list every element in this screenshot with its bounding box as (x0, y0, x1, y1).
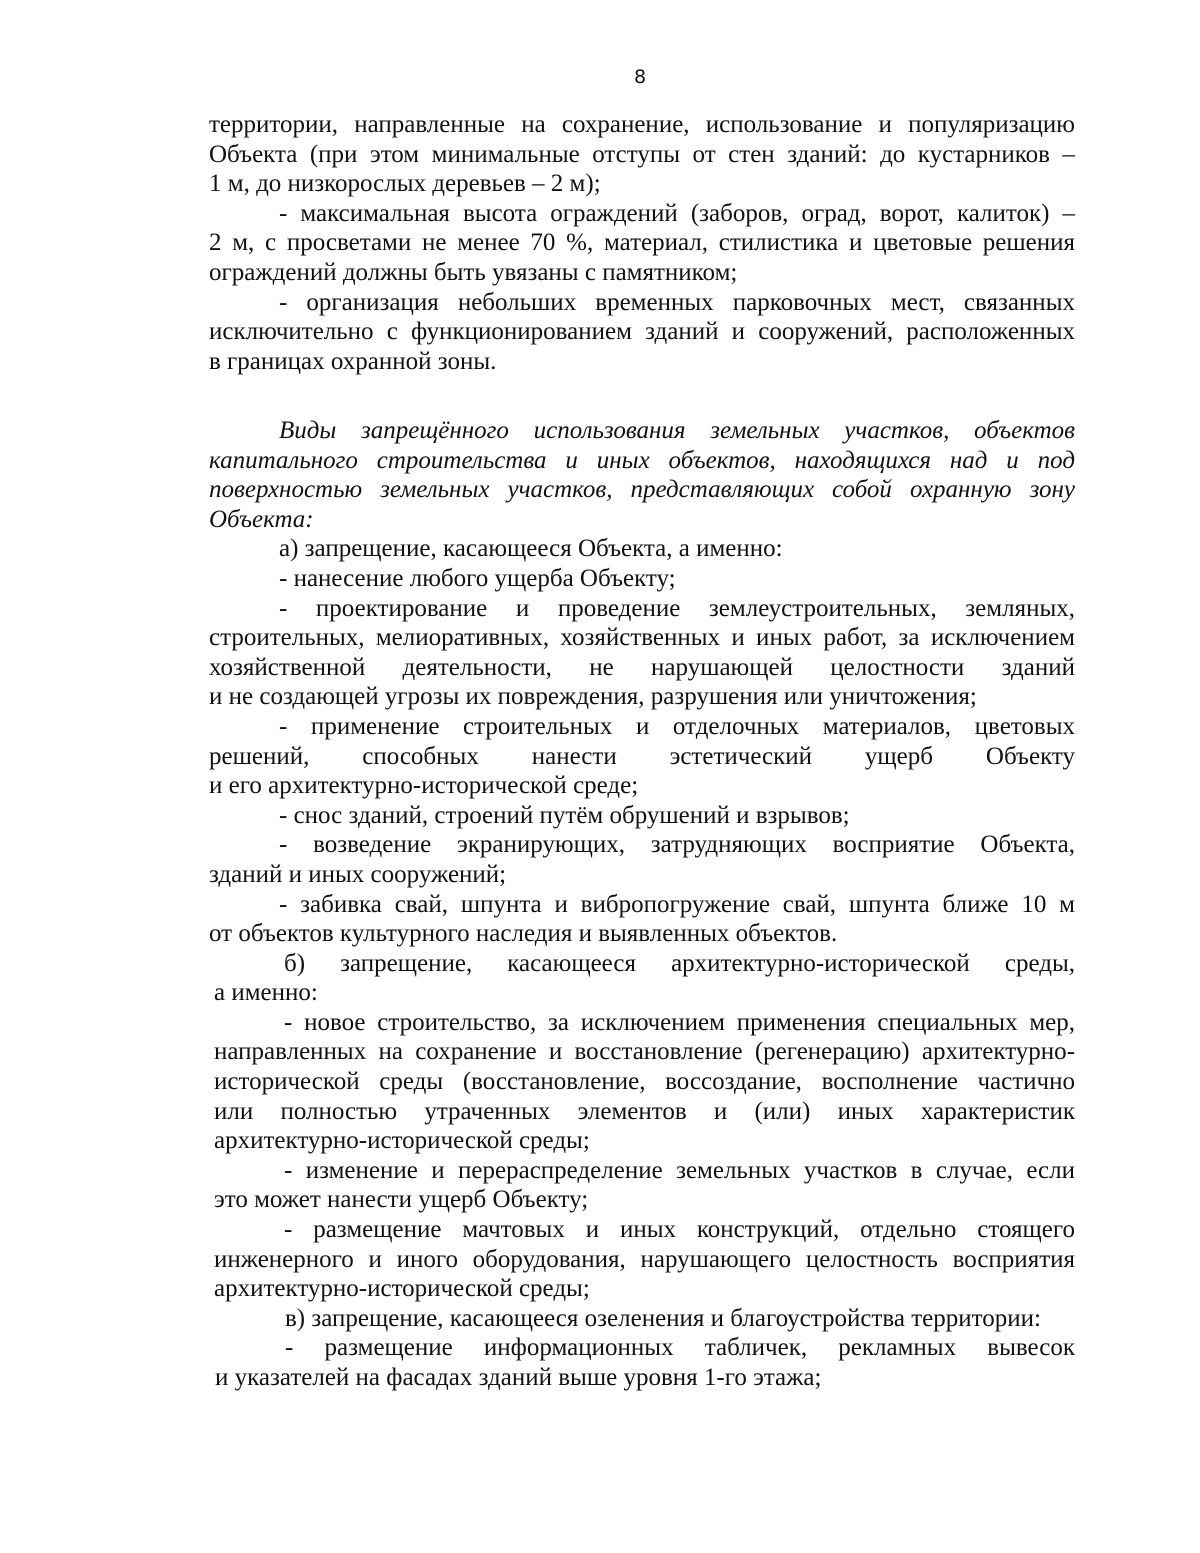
text-line: б) запрещение, касающееся архитектурно-исторической среды, (284, 949, 1075, 977)
text-line: а именно: (214, 979, 318, 1007)
text-line: территории, направленные на сохранение, использование и популяризацию (209, 111, 1075, 138)
text-line: - применение строительных и отделочных материалов, цветовых (279, 712, 1075, 740)
text-line: хозяйственной деятельности, не нарушающей целостности зданий (209, 653, 1075, 681)
item-no-damage (209, 564, 1075, 594)
text-line: инженерного и иного оборудования, нарушающего целостность восприятия (214, 1245, 1075, 1273)
text-line: или полностью утраченных элементов и (или) иных характеристик (214, 1097, 1075, 1125)
heading-line: Виды запрещённого использования земельных участков, объектов (279, 417, 1075, 444)
text-line: Объекта (при этом минимальные отступы от стен зданий: до кустарников – (209, 140, 1075, 168)
section-heading (209, 416, 1075, 534)
paragraph-fence-height (209, 199, 1075, 288)
text-line: и не создающей угрозы их повреждения, разрушения или уничтожения; (209, 683, 977, 711)
text-line: и его архитектурно-исторической среде; (209, 772, 639, 800)
heading-line: поверхностью земельных участков, представляющих собой охранную зону (209, 476, 1075, 504)
heading-line: капитального строительства и иных объектов, находящихся над и под (209, 446, 1075, 474)
item-signage (215, 1333, 1075, 1392)
text-line: 2 м, с просветами не менее 70 %, материал, стилистика и цветовые решения (209, 229, 1075, 257)
text-line: направленных на сохранение и восстановление (регенерацию) архитектурно- (214, 1038, 1075, 1066)
paragraph-parking (209, 288, 1075, 377)
text-line: - размещение мачтовых и иных конструкций, отдельно стоящего (284, 1216, 1075, 1244)
prohibited-uses-section (209, 416, 1075, 1393)
page-number: 8 (633, 66, 647, 88)
text-line: - проектирование и проведение землеустроительных, земляных, (279, 594, 1075, 622)
text-line: ограждений должны быть увязаны с памятником; (209, 258, 738, 286)
text-line: исключительно с функционированием зданий и сооружений, расположенных (209, 318, 1075, 346)
item-pile-driving (209, 890, 1075, 949)
text-line: - изменение и перераспределение земельных участков в случае, если (284, 1156, 1075, 1184)
text-line: а) запрещение, касающееся Объекта, а именно: (279, 535, 783, 563)
text-line: в границах охранной зоны. (209, 347, 497, 375)
text-line: 1 м, до низкорослых деревьев – 2 м); (209, 170, 601, 198)
text-line: - нанесение любого ущерба Объекту; (279, 564, 676, 592)
item-new-construction (214, 1008, 1075, 1156)
text-line: - размещение информационных табличек, рекламных вывесок (285, 1334, 1075, 1362)
item-land-redistribution (214, 1156, 1075, 1215)
text-line: архитектурно-исторической среды; (214, 1127, 590, 1155)
text-line: в) запрещение, касающееся озеленения и благоустройства территории: (285, 1304, 1041, 1332)
item-demolition (209, 801, 1075, 831)
item-a-object-prohibition (209, 534, 1075, 564)
text-line: - возведение экранирующих, затрудняющих восприятие Объекта, (279, 831, 1075, 859)
item-b-environment-prohibition (214, 949, 1075, 1008)
text-line: - организация небольших временных парковочных мест, связанных (279, 288, 1075, 316)
item-mast-structures (214, 1215, 1075, 1304)
paragraph-continuation (209, 110, 1075, 199)
heading-line: Объекта: (209, 505, 314, 533)
item-screening-structures (209, 830, 1075, 889)
text-line: строительных, мелиоративных, хозяйственных и иных работ, за исключением (209, 624, 1075, 652)
text-line: от объектов культурного наследия и выявленных объектов. (209, 920, 838, 948)
text-line: это может нанести ущерб Объекту; (214, 1186, 589, 1214)
text-line: - новое строительство, за исключением применения специальных мер, (284, 1008, 1075, 1036)
text-line: и указателей на фасадах зданий выше уровня 1-го этажа; (215, 1364, 822, 1391)
text-line: исторической среды (восстановление, воссоздание, восполнение частично (214, 1068, 1075, 1096)
text-line: - максимальная высота ограждений (заборов, оград, ворот, калиток) – (279, 199, 1075, 227)
text-line: архитектурно-исторической среды; (214, 1275, 590, 1303)
text-line: - забивка свай, шпунта и вибропогружение свай, шпунта ближе 10 м (279, 890, 1075, 918)
continuation-text (209, 110, 1075, 376)
item-design-works (209, 594, 1075, 712)
item-c-landscaping-prohibition (215, 1304, 1075, 1334)
text-line: - снос зданий, строений путём обрушений и взрывов; (279, 801, 850, 829)
text-line: решений, способных нанести эстетический ущерб Объекту (209, 742, 1075, 770)
item-materials (209, 712, 1075, 801)
text-line: зданий и иных сооружений; (209, 860, 507, 888)
